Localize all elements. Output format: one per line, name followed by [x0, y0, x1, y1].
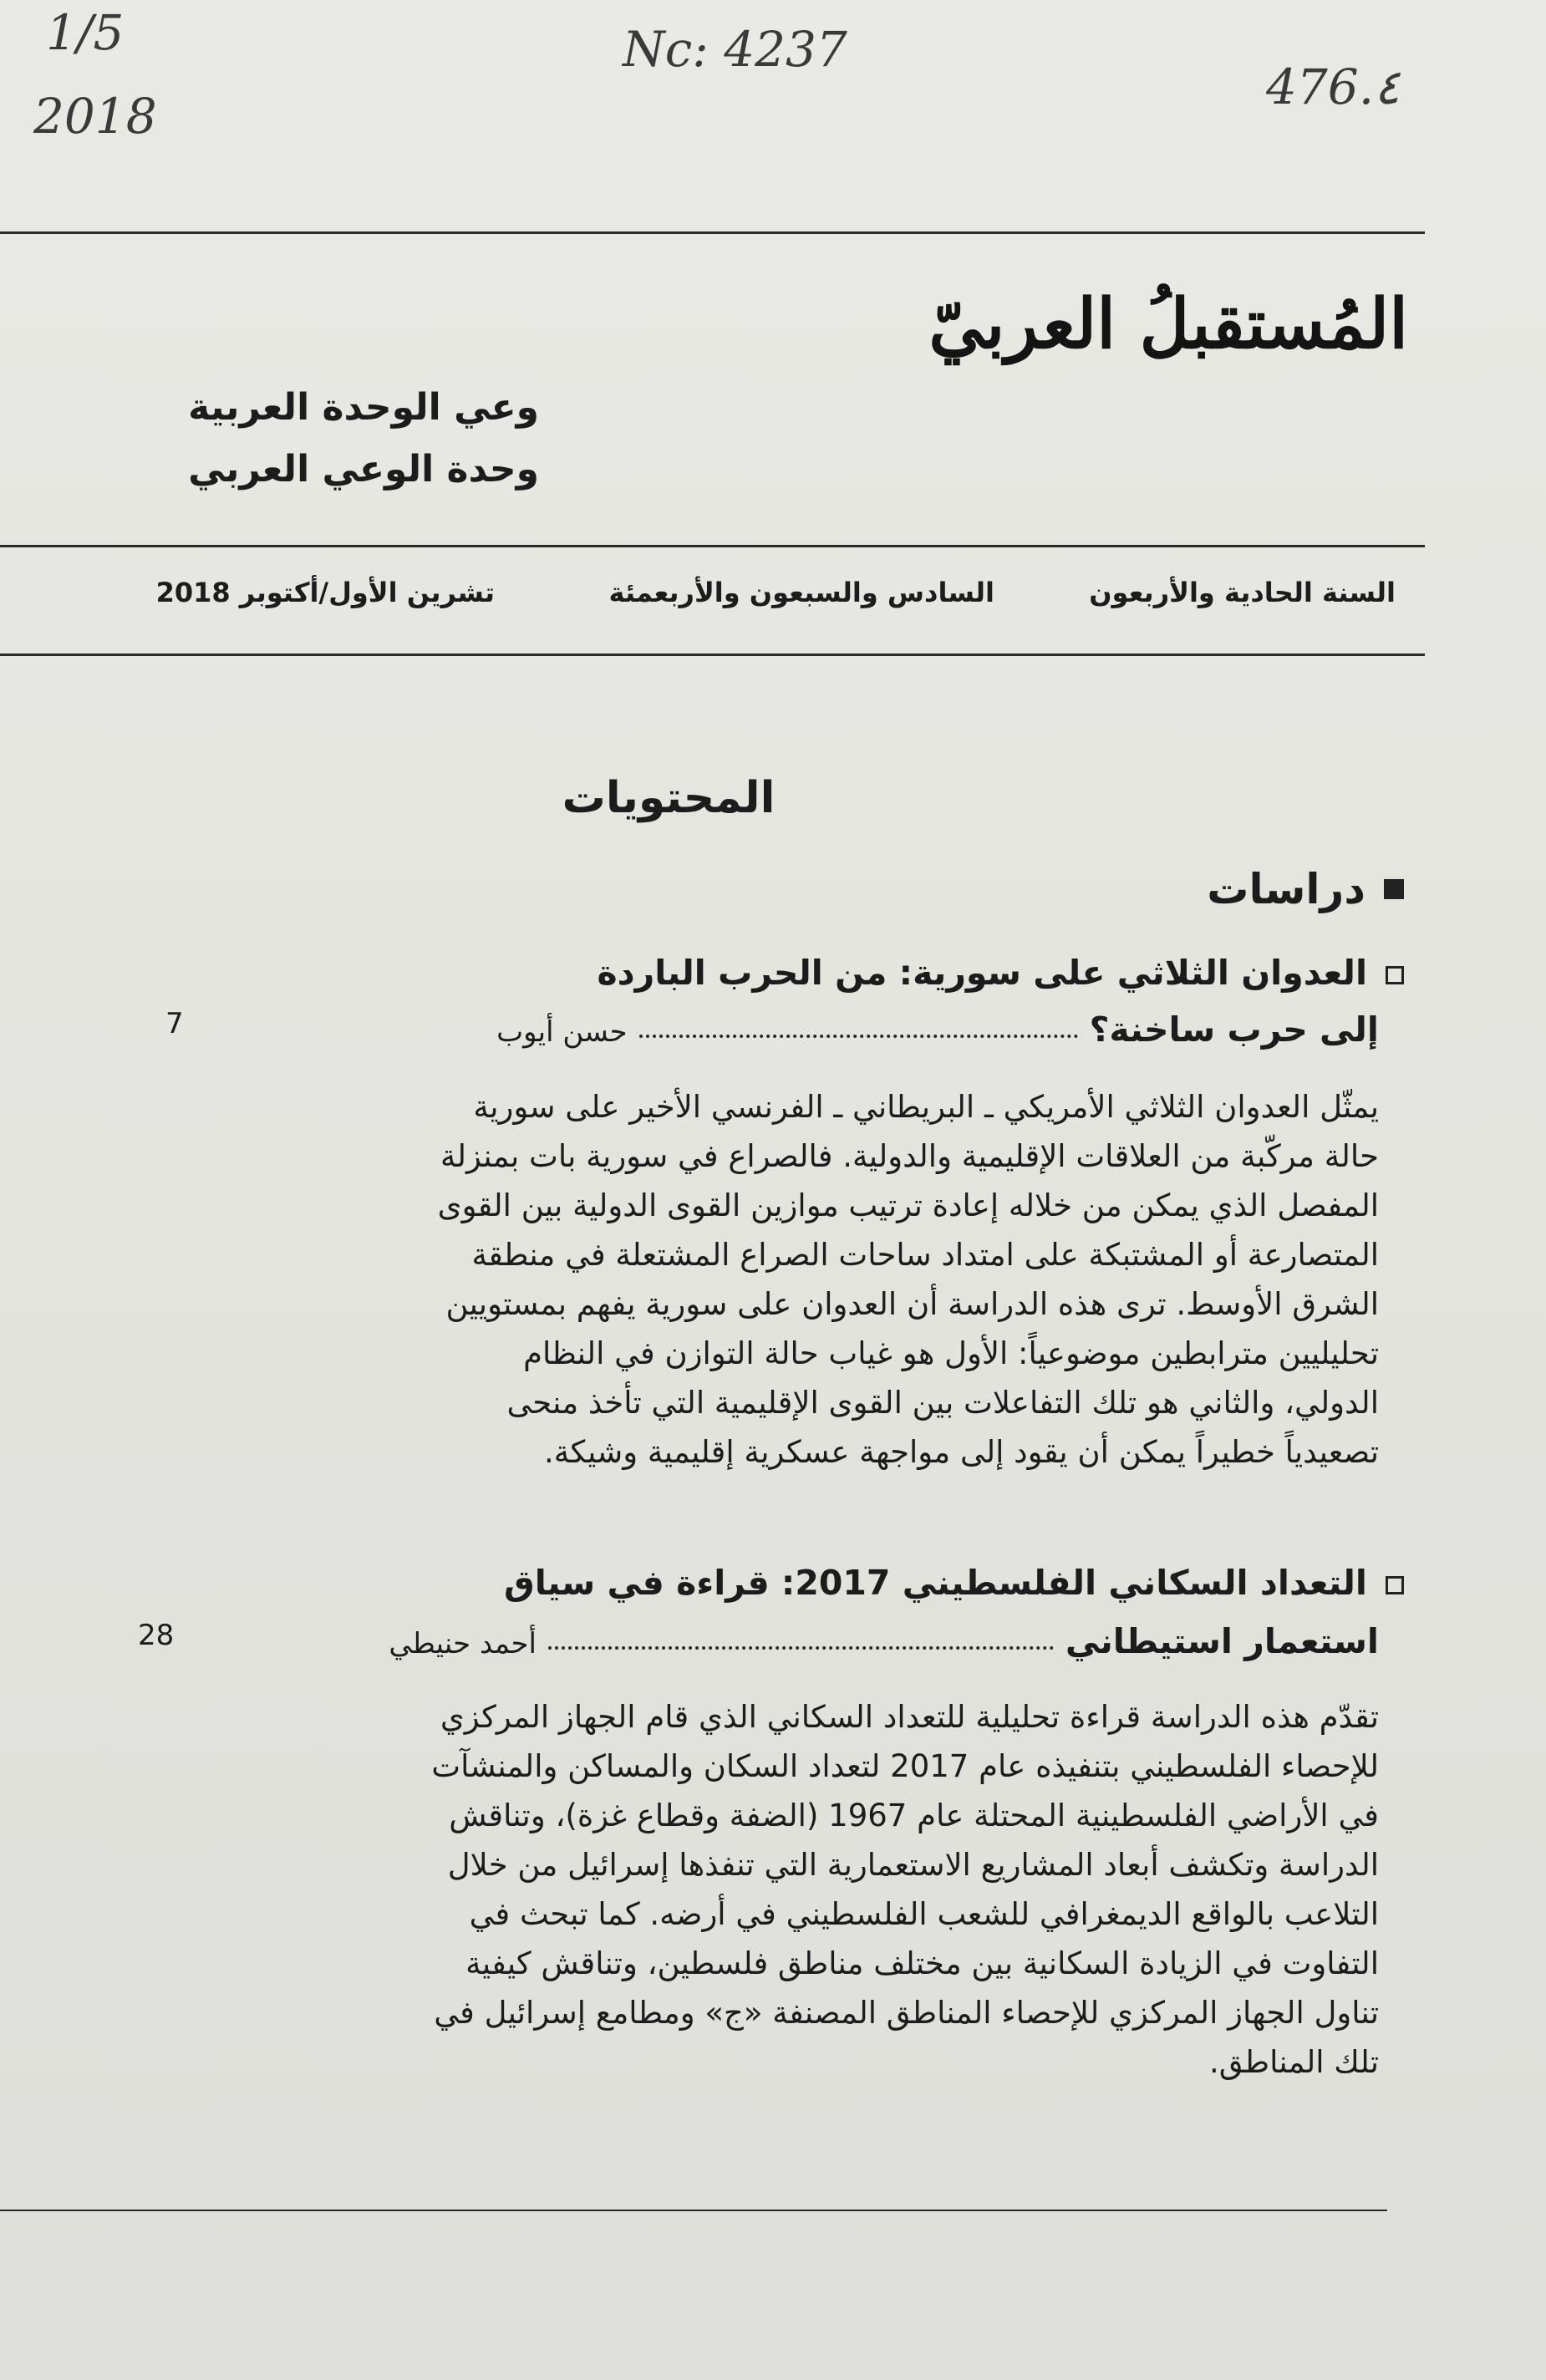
- abstract-line: الدراسة وتكشف أبعاد المشاريع الاستعمارية التي تنفذها إسرائيل من خلال: [447, 1847, 1379, 1883]
- open-square-bullet-icon: [1386, 966, 1404, 984]
- section-heading: [1207, 865, 1404, 913]
- abstract-line: التلاعب بالواقع الديمغرافي للشعب الفلسطيني في أرضه. كما تبحث في: [469, 1896, 1379, 1932]
- footer-rule: [0, 2210, 1387, 2211]
- section-label: دراسات: [1207, 865, 1365, 913]
- abstract-line: المتصارعة أو المشتبكة على امتداد ساحات الصراع المشتعلة في منطقة: [471, 1237, 1379, 1273]
- abstract-line: الشرق الأوسط. ترى هذه الدراسة أن العدوان على سورية يفهم بمستويين: [445, 1286, 1379, 1322]
- slogan-line-1: وعي الوحدة العربية: [188, 386, 539, 429]
- masthead-top-rule: [0, 231, 1425, 234]
- abstract-line: التفاوت في الزيادة السكانية بين مختلف مناطق فلسطين، وتناقش كيفية: [465, 1945, 1379, 1981]
- abstract-line: حالة مركّبة من العلاقات الإقليمية والدولية. فالصراع في سورية بات بمنزلة: [440, 1138, 1379, 1174]
- entry-2-title-line-2: استعمار استيطاني: [1065, 1621, 1379, 1661]
- handwritten-call-number: 476.٤: [1266, 58, 1401, 115]
- handwritten-shelf-fraction: 1/5: [46, 4, 125, 61]
- abstract-line: تلك المناطق.: [1209, 2044, 1379, 2080]
- entry-1-title-line-2: إلى حرب ساخنة؟: [1089, 1009, 1379, 1050]
- abstract-line: تناول الجهاز المركزي للإحصاء المناطق المصنفة «ج» ومطامع إسرائيل في: [434, 1995, 1379, 2031]
- abstract-line: تصعيدياً خطيراً يمكن أن يقود إلى مواجهة عسكرية إقليمية وشيكة.: [544, 1434, 1379, 1470]
- handwritten-shelf-year: 2018: [33, 88, 157, 145]
- abstract-line: في الأراضي الفلسطينية المحتلة عام 1967 (الضفة وقطاع غزة)، وتناقش: [449, 1798, 1379, 1833]
- journal-logo: المُستقبلُ العربيّ: [928, 284, 1408, 364]
- issue-year: السنة الحادية والأربعون: [1089, 577, 1396, 608]
- leader-dots: [548, 1641, 1054, 1650]
- entry-2-author: أحمد حنيطي: [389, 1627, 537, 1660]
- leader-dots: [639, 1030, 1078, 1038]
- entry-2-byline: [389, 1621, 1379, 1661]
- abstract-line: تحليليين مترابطين موضوعياً: الأول هو غياب حالة التوازن في النظام: [523, 1335, 1379, 1371]
- contents-title: المحتويات: [562, 773, 776, 823]
- entry-1-title: [597, 953, 1404, 993]
- abstract-line: المفصل الذي يمكن من خلاله إعادة ترتيب موازين القوى الدولية بين القوى: [437, 1187, 1379, 1223]
- entry-1-author: حسن أيوب: [496, 1015, 628, 1049]
- abstract-line: الدولي، والثاني هو تلك التفاعلات بين القوى الإقليمية التي تأخذ منحى: [506, 1385, 1379, 1421]
- abstract-line: يمثّل العدوان الثلاثي الأمريكي ـ البريطاني ـ الفرنسي الأخير على سورية: [473, 1089, 1379, 1125]
- issue-number: السادس والسبعون والأربعمئة: [608, 577, 994, 608]
- entry-2-title-line-1: التعداد السكاني الفلسطيني 2017: قراءة في سياق: [504, 1563, 1367, 1603]
- handwritten-accession-number: Nc: 4237: [623, 21, 847, 78]
- masthead-bottom-rule: [0, 545, 1425, 547]
- issue-date: تشرين الأول/أكتوبر 2018: [155, 577, 495, 608]
- entry-1-page-number: 7: [165, 1007, 184, 1040]
- slogan-line-2: وحدة الوعي العربي: [188, 448, 539, 491]
- entry-1-abstract: [401, 1082, 1379, 1477]
- entry-2-page-number: 28: [138, 1619, 175, 1652]
- entry-1-title-line-1: العدوان الثلاثي على سورية: من الحرب الباردة: [597, 953, 1367, 993]
- issue-bottom-rule: [0, 653, 1425, 656]
- abstract-line: تقدّم هذه الدراسة قراءة تحليلية للتعداد السكاني الذي قام الجهاز المركزي: [440, 1699, 1379, 1735]
- entry-2-title: [504, 1563, 1404, 1603]
- entry-1-byline: [496, 1009, 1379, 1050]
- entry-2-abstract: [401, 1692, 1379, 2087]
- filled-square-bullet-icon: [1384, 879, 1404, 899]
- abstract-line: للإحصاء الفلسطيني بتنفيذه عام 2017 لتعداد السكان والمساكن والمنشآت: [431, 1748, 1379, 1784]
- open-square-bullet-icon: [1386, 1576, 1404, 1594]
